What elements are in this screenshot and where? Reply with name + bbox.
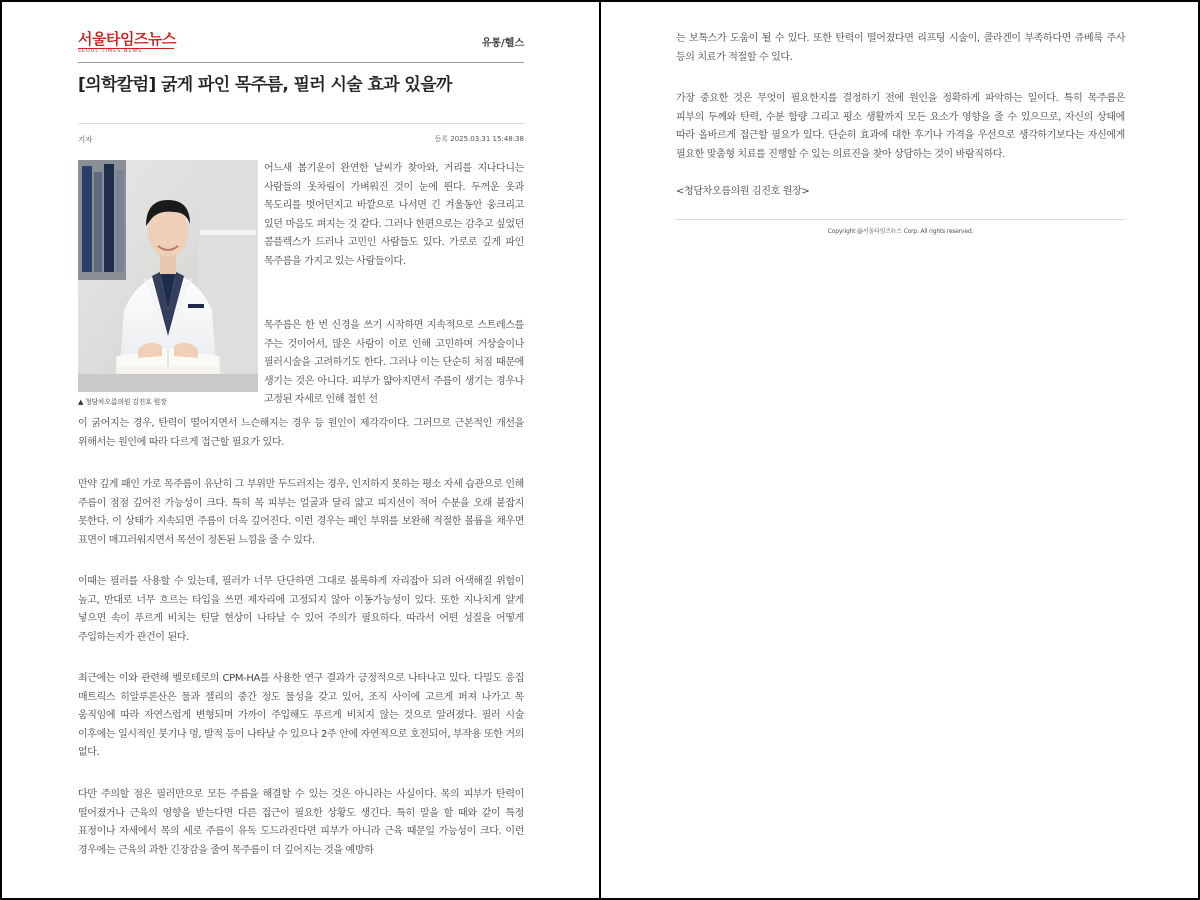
article-paragraph-continued xyxy=(78,415,524,452)
article-paragraph: 만약 깊게 패인 가로 목주름이 유난히 그 부위만 두드러지는 경우, 인지하지 못하는 평소 자세 습관으로 인해 주름이 점점 깊어진 가능성이 크다. 특히 목 피부는 얼굴과 달리 얇고 피지선이 적어 수분을 오래 붙잡지 못한다. 이 상태가 지속되면 주름이 더욱 깊어진다. 이런 경우는 패인 부위를 보완해 적절한 볼륨을 채우면 표면이 매끄러워지면서 목선이 정돈된 느낌을 줄 수 있다. xyxy=(78,479,524,546)
article-paragraph-part: 목주름은 한 번 신경을 쓰기 시작하면 지속적으로 스트레스를 주는 것이어서, 많은 사람이 이로 인해 고민하며 거상술이나 필러시술을 고려하기도 한다. 그러나 이는 단순히 처짐 때문에 생기는 것은 아니다. 피부가 얇아지면서 주름이 생기는 경우나 고정된 자세로 인해 접힌 선 xyxy=(264,320,524,405)
page-divider xyxy=(599,0,601,900)
logo-text: 서울타임즈뉴스 xyxy=(78,30,176,48)
article-paragraph-part: 이 굵어지는 경우, 탄력이 떨어지면서 느슨해지는 경우 등 원인이 제각각이다. 그러므로 근본적인 개선을 위해서는 원인에 따라 다르게 접근할 필요가 있다. xyxy=(78,418,524,448)
byline: 기자 xyxy=(78,135,93,144)
article-signature: <청담차오름의원 김진호 원장> xyxy=(676,186,810,197)
masthead-rule xyxy=(78,62,524,63)
copyright: Copyright @서울타임즈뉴스 Corp. All rights reserved. xyxy=(827,228,974,235)
masthead xyxy=(78,30,524,64)
article-photo xyxy=(78,160,258,392)
article-paragraph: 최근에는 이와 관련해 벨로테로의 CPM-HA를 사용한 연구 결과가 긍정적으로 나타나고 있다. 다밀도 응집 매트릭스 히알루론산은 물과 젤리의 중간 정도 물성을 갖고 있어, 조직 사이에 고르게 퍼져 나가고 목 움직임에 따라 자연스럽게 변형되며 가까이 주입해도 푸르게 비치지 않는 것으로 알려졌다. 필러 시술 이후에는 일시적인 붓기나 멍, 발적 등이 나타날 수 있으나 2주 안에 자연적으로 호전되어, 부작용 또한 거의 없다. xyxy=(78,673,524,758)
article-paragraph: 이때는 필러를 사용할 수 있는데, 필러가 너무 단단하면 그대로 볼록하게 자리잡아 되려 어색해질 위험이 높고, 반대로 너무 흐르는 타입을 쓰면 제자리에 고정되지 않아 이동가능성이 있다. 또한 지나치게 얕게 넣으면 속이 푸르게 비치는 틴달 현상이 나타날 수 있어 주의가 필요하다. 따라서 어떤 성질을 어떻게 주입하는지가 관건이 된다. xyxy=(78,576,524,643)
article-paragraph-wrap xyxy=(264,317,524,410)
article-paragraph: 가장 중요한 것은 무엇이 필요한지를 결정하기 전에 원인을 정확하게 파악하는 일이다. 특히 목주름은 피부의 두께와 탄력, 수분 함량 그리고 평소 생활까지 모든 요소가 영향을 줄 수 있으므로, 자신의 상태에 따라 올바르게 접근할 필요가 있다. 단순히 효과에 대한 후기나 가격을 우선으로 생각하기보다는 자신에게 필요한 맞춤형 치료를 진행할 수 있는 의료진을 찾아 상담하는 것이 바람직하다. xyxy=(676,93,1125,160)
photo-caption: ▲ 청담차오름의원 김진호 원장 xyxy=(78,398,167,406)
article-paragraph: 어느새 봄기운이 완연한 날씨가 찾아와, 거리를 지나다니는 사람들의 옷차림이 가벼워진 것이 눈에 띈다. 두꺼운 옷과 목도리를 벗어던지고 바깥으로 나서면 긴 겨울동안 웅크리고 있던 마음도 펴지는 것 같다. 그러나 한편으로는 감추고 싶었던 콤플렉스가 드러나 고민인 사람들도 있다. 가로로 깊게 파인 목주름을 가지고 있는 사람들이다. xyxy=(264,163,524,267)
footer-rule xyxy=(676,219,1125,220)
registered-date: 등록 2025.03.31 15:48:38 xyxy=(434,135,524,143)
section-label[interactable]: 유통/헬스 xyxy=(481,38,524,49)
article-headline: [의학칼럼] 굵게 파인 목주름, 필러 시술 효과 있을까 xyxy=(78,75,452,95)
article-paragraph: 는 보톡스가 도움이 될 수 있다. 또한 탄력이 떨어졌다면 리프팅 시술이, 콜라겐이 부족하다면 쥬베룩 주사 등의 치료가 적절할 수 있다. xyxy=(676,33,1125,63)
site-logo[interactable] xyxy=(78,30,174,54)
article-paragraph: 다만 주의할 점은 필러만으로 모든 주름을 해결할 수 있는 것은 아니라는 사실이다. 목의 피부가 탄력이 떨어졌거나 근육의 영향을 받는다면 다른 접근이 필요한 상황도 생긴다. 특히 말을 할 때와 같이 특정 표정이나 자세에서 목의 세로 주름이 유독 도드라진다면 피부가 아니라 근육 때문일 가능성이 크다. 이런 경우에는 근육의 과한 긴장감을 줄여 목주름이 더 깊어지는 것을 예방하 xyxy=(78,789,524,856)
logo-subtext: SEOUL TIMES NEWS xyxy=(78,48,174,55)
headline-rule xyxy=(78,123,524,124)
